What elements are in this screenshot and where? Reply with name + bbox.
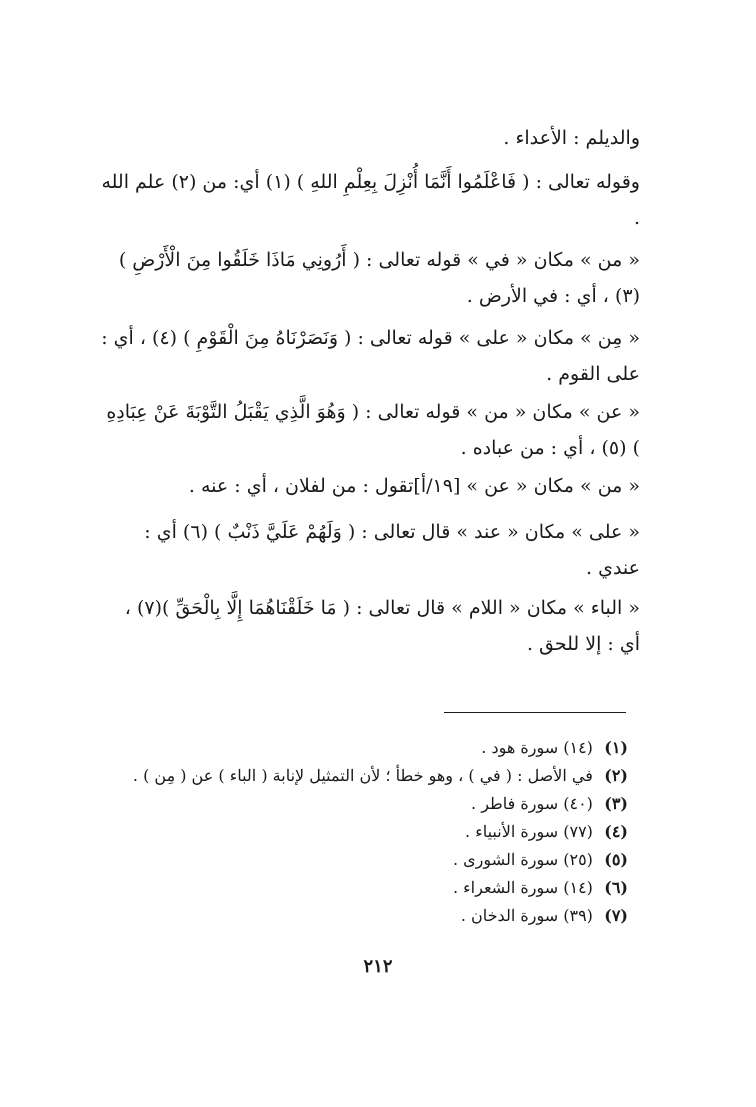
- footnote-item: [120, 762, 628, 790]
- footnote-item: [120, 790, 628, 818]
- footnote-item: [120, 902, 628, 930]
- footnotes-list: [120, 734, 628, 930]
- paragraph-7: « على » مكان « عند » قال تعالى : ( وَلَهُمْ عَلَيَّ ذَنْبٌ ) (٦) أي : عندي .: [144, 521, 640, 579]
- footnote-item: [120, 874, 628, 902]
- paragraph-5: « عن » مكان « من » قوله تعالى : ( وَهُوَ الَّذِي يَقْبَلُ التَّوْبَةَ عَنْ عِبَادِهِ ) (٥) ، أي : من عباده .: [106, 401, 640, 459]
- footnote-text: في الأصل : ( في ) ، وهو خطأ ؛ لأن التمثيل لإنابة ( الباء ) عن ( مِن ) .: [132, 766, 593, 785]
- footnote-number: (٥): [604, 850, 628, 869]
- paragraph-1: والديلم : الأعداء .: [503, 127, 640, 149]
- footnote-number: (٣): [604, 794, 628, 813]
- paragraph-8: « الباء » مكان « اللام » قال تعالى : ( مَا خَلَقْنَاهُمَا إِلَّا بِالْحَقِّ )(٧) ، أي : إلا للحق .: [124, 597, 640, 655]
- footnote-text: (٤٠) سورة فاطر .: [471, 794, 593, 813]
- footnote-text: (٣٩) سورة الدخان .: [460, 906, 593, 925]
- footnote-item: [120, 818, 628, 846]
- footnote-number: (٢): [604, 766, 628, 785]
- paragraph-4: « مِن » مكان « على » قوله تعالى : ( وَنَصَرْنَاهُ مِنَ الْقَوْمِ ) (٤) ، أي : على القوم .: [101, 327, 640, 385]
- page-number: ٢١٢: [363, 956, 393, 977]
- paragraph-2: وقوله تعالى : ( فَاعْلَمُوا أَنَّمَا أُنْزِلَ بِعِلْمِ اللهِ ) (١) أي: من (٢) علم الله .: [101, 171, 640, 229]
- footnote-number: (٤): [604, 822, 628, 841]
- footnote-item: [120, 734, 628, 762]
- footnote-number: (٦): [604, 878, 628, 897]
- footnote-item: [120, 846, 628, 874]
- footnote-text: (١٤) سورة هود .: [481, 738, 593, 757]
- footnote-number: (٧): [604, 906, 628, 925]
- paragraph-3: « من » مكان « في » قوله تعالى : ( أَرُونِي مَاذَا خَلَقُوا مِنَ الْأَرْضِ ) (٣) ، أي : في الأرض .: [118, 249, 640, 307]
- footnote-text: (١٤) سورة الشعراء .: [452, 878, 593, 897]
- paragraph-6: « من » مكان « عن » [١٩/أ]تقول : من لفلان ، أي : عنه .: [188, 475, 640, 497]
- footnote-text: (٧٧) سورة الأنبياء .: [465, 822, 593, 841]
- footnote-text: (٢٥) سورة الشورى .: [452, 850, 593, 869]
- footnote-number: (١): [604, 738, 628, 757]
- footnote-divider: [444, 712, 626, 713]
